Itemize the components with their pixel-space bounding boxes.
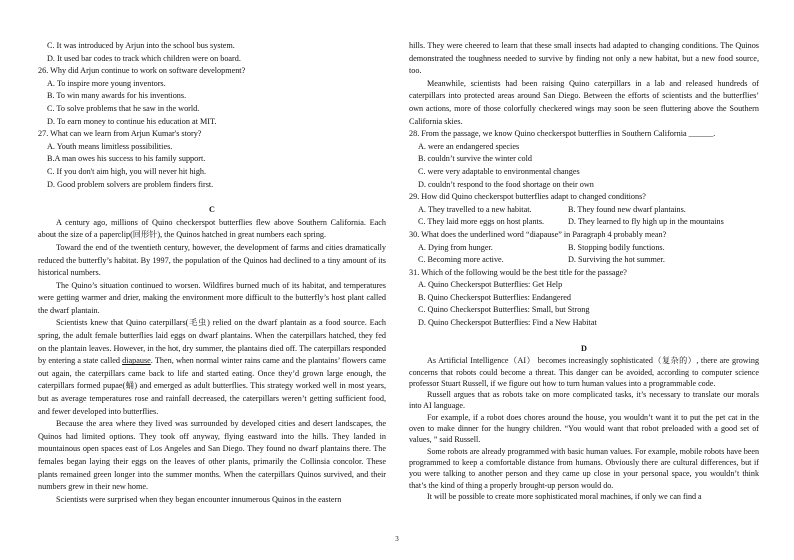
q26-option-a: A. To inspire more young inventors. xyxy=(47,78,166,88)
passage-c-paragraph-6: Scientists were surprised when they began encounter innumerous Quinos in the eastern xyxy=(56,494,342,504)
q31-option-a: A. Quino Checkerspot Butterflies: Get Help xyxy=(418,280,563,290)
q31-option-c: C. Quino Checkerspot Butterflies: Small, but Strong xyxy=(418,305,590,315)
passage-d-paragraph-1: As Artificial Intelligence（AI） becomes increasingly sophisticated（复杂的）, there are growing concerns that robots could become a threat. This danger can be avoided, according to computer science professor Stuart Russell, if we figure out how to turn human values into a programmable code. xyxy=(409,356,759,388)
passage-d-paragraph-5: It will be possible to create more sophisticated moral machines, if only we can find a xyxy=(427,491,702,501)
q29-options-row-2 xyxy=(409,216,759,229)
q30-option-d: D. Surviving the hot summer. xyxy=(568,255,665,265)
passage-d-paragraph-3: For example, if a robot does chores around the house, you wouldn’t want it to put the pet cat in the oven to make dinner for the hungry children. “You would want that robot preloaded with a good set of values, ” said Russell. xyxy=(409,412,759,445)
q28-option-b: B. couldn’t survive the winter cold xyxy=(418,154,532,164)
q28-option-a: A. were an endangered species xyxy=(418,141,520,151)
question-28: 28. From the passage, we know Quino checkerspot butterflies in Southern California ______. xyxy=(409,129,716,139)
q27-option-b: B.A man owes his success to his family support. xyxy=(47,154,206,164)
passage-d-paragraph-4: Some robots are already programmed with basic human values. For example, mobile robots have been programmed to keep a comfortable distance from humans. Obviously there are cultural differences, but if you were talking to another person and they came up close in your personal space, you wouldn’t think that’s the kind of thing a properly brought-up person would do. xyxy=(409,446,759,490)
passage-c-paragraph-2: Toward the end of the twentieth century, however, the development of farms and cities dramatically reduced the butterfly’s habitat. By 1997, the population of the Quinos had declined to a tiny amount of its historical numbers. xyxy=(38,242,386,278)
passage-c-paragraph-7: Meanwhile, scientists had been raising Quino caterpillars in a lab and released hundreds of caterpillars into protected areas around San Diego. Between the efforts of scientists and the butterflies’ own actions, more of those colorfully checkered wings may soon be seen fluttering above the Southern California skies. xyxy=(409,78,759,126)
q31-option-b: B. Quino Checkerspot Butterflies: Endangered xyxy=(418,292,572,302)
q29-options-row-1 xyxy=(409,204,759,217)
q30-options-row-1 xyxy=(409,242,759,255)
q26-option-b: B. To win many awards for his inventions. xyxy=(47,91,187,101)
q29-option-c: C. They laid more eggs on host plants. xyxy=(418,217,545,227)
question-26: 26. Why did Arjun continue to work on software development? xyxy=(38,66,246,76)
q30-option-b: B. Stopping bodily functions. xyxy=(568,242,665,252)
q26-option-c: C. To solve problems that he saw in the world. xyxy=(47,103,200,113)
q27-option-a: A. Youth means limitless possibilities. xyxy=(47,141,173,151)
q27-option-c: C. If you don't aim high, you will never hit high. xyxy=(47,166,207,176)
q30-option-c: C. Becoming more active. xyxy=(418,255,504,265)
paragraph-4-start: Scientists knew that Quino caterpillars(毛虫) relied on the dwarf plantain as a food source. Each spring, the adult female butterflies laid eggs on dwarf plantains. When the caterpillars hatched, they fed on the plantain leaves. However, in the hot, dry summer, the plantains died off. The caterpillars responded by entering a state called xyxy=(38,318,386,366)
passage-d xyxy=(409,355,759,502)
passage-c-paragraph-4 xyxy=(38,317,386,418)
passage-c-paragraph-1: A century ago, millions of Quino checkerspot butterflies flew above Southern California. Each about the size of a paperclip(回形针), the Quinos hatched in great numbers each spring. xyxy=(38,217,386,240)
q26-option-d: D. To earn money to continue his education at MIT. xyxy=(47,116,217,126)
passage-d-paragraph-2: Russell argues that as robots take on more complicated tasks, it’s necessary to translate our morals into AI language. xyxy=(409,390,759,411)
q27-option-d: D. Good problem solvers are problem finders first. xyxy=(47,179,214,189)
paragraph-4-end: . Then, when normal winter rains came and the plantains’ flowers came out again, the caterpillars came back to life and started eating. Once they’d grown large enough, the caterpillars formed pupae(蛹) and emerged as adult butterflies. This strategy worked well in most years, but as average temperatures rose and rainfall decreased, the caterpillars weren’t getting sufficient food, and fewer developed into butterflies. xyxy=(38,356,386,416)
q29-option-a: A. They travelled to a new habitat. xyxy=(418,204,532,214)
question-30: 30. What does the underlined word “diapause” in Paragraph 4 probably mean? xyxy=(409,229,667,239)
q28-option-d: D. couldn’t respond to the food shortage on their own xyxy=(418,179,594,189)
question-31: 31. Which of the following would be the best title for the passage? xyxy=(409,267,627,277)
left-column xyxy=(38,40,386,506)
passage-c-paragraph-6-continued: hills. They were cheered to learn that these small insects had adapted to changing conditions. The Quinos demonstrated the toughness needed to survive by finding not only a new habitat, but a new food source, too. xyxy=(409,41,759,76)
q29-option-b: B. They found new dwarf plantains. xyxy=(568,204,686,214)
page-number: 3 xyxy=(395,535,399,543)
underlined-word-diapause: diapause xyxy=(122,356,151,366)
q31-option-d: D. Quino Checkerspot Butterflies: Find a New Habitat xyxy=(418,318,597,328)
question-29: 29. How did Quino checkerspot butterflies adapt to changed conditions? xyxy=(409,192,646,202)
q25-option-d: D. It used bar codes to track which children were on board. xyxy=(47,53,241,63)
q30-option-a: A. Dying from hunger. xyxy=(418,242,493,252)
passage-c-paragraph-3: The Quino’s situation continued to worsen. Wildfires burned much of its habitat, and temperatures were getting warmer and drier, making the environment more difficult to the butterfly’s host plant called the dwarf plantain. xyxy=(38,280,386,315)
question-27: 27. What can we learn from Arjun Kumar's story? xyxy=(38,129,202,139)
q30-options-row-2 xyxy=(409,254,759,267)
q28-option-c: C. were very adaptable to environmental changes xyxy=(418,166,580,176)
section-d-heading: D xyxy=(581,343,587,353)
q29-option-d: D. They learned to fly high up in the mountains xyxy=(568,217,724,227)
section-c-heading: C xyxy=(209,205,215,215)
right-column xyxy=(409,40,759,502)
passage-c-paragraph-5: Because the area where they lived was surrounded by developed cities and desert landscapes, the Quinos had limited options. They took off anyway, flying eastward into the hills. They landed in mountainous open spaces east of Los Angeles and San Diego. They found no dwarf plantains there. The females began laying their eggs on the leaves of other plants, primarily the Collinsia concolor. These plants remained green longer into the summer months. When the caterpillars Quinos survived, and their numbers grew in their new home. xyxy=(38,419,386,492)
q25-option-c: C. It was introduced by Arjun into the school bus system. xyxy=(47,41,235,50)
